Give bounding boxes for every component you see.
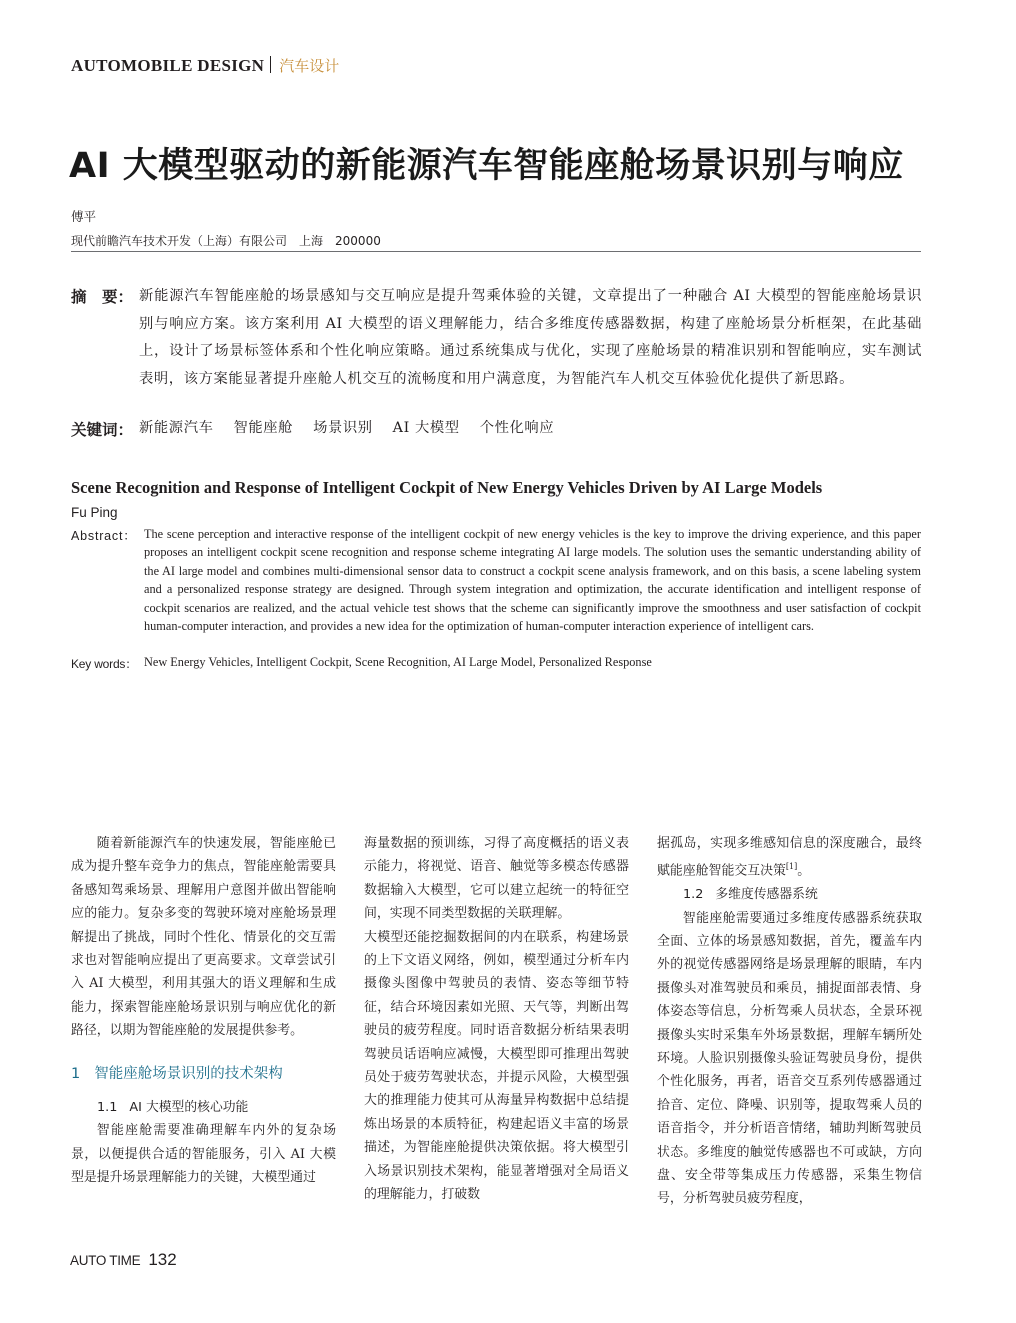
abstract-en-label: Abstract： [71,529,137,543]
affiliation-zip: 200000 [335,234,381,248]
section-number: 1 [71,1065,81,1082]
keyword-cn: 智能座舱 [233,420,294,436]
keywords-cn-list [139,417,574,437]
keyword-cn: AI 大模型 [392,420,460,436]
english-author: Fu Ping [71,505,118,520]
body-paragraph: 海量数据的预训练，习得了高度概括的语义表示能力，将视觉、语音、触觉等多模态传感器数据输入大模型，它可以建立起统一的特征空间，实现不同类型数据的关联理解。 [364,836,629,922]
body-paragraph: 大模型还能挖掘数据间的内在联系，构建场景的上下文语义网络，例如，模型通过分析车内摄像头图像中驾驶员的表情、姿态等细节特征，结合环境因素如光照、天气等，判断出驾驶员的疲劳程度。同时语音数据分析结果表明驾驶员话语响应减慢，大模型即可推理出驾驶员处于疲劳驾驶状态，并提示风险，大模型强大的推理能力使其可从海量异构数据中总结提炼出场景的本质特征，构建起语义丰富的场景描述，为智能座舱提供决策依据。将大模型引入场景识别技术架构，能显著增强对全局语义的理解能力，打破数 [364,929,629,1203]
keywords-cn-label: 关键词： [71,421,134,439]
keywords-en-text: New Energy Vehicles, Intelligent Cockpit, Scene Recognition, AI Large Model, Personalized Response [144,655,652,669]
body-column-1 [71,832,336,1190]
journal-name-cn: 汽车设计 [279,57,340,75]
header-rule [71,251,921,252]
body-paragraph [657,832,922,883]
body-paragraph: 智能座舱需要通过多维度传感器系统获取全面、立体的场景感知数据，首先，覆盖车内外的视觉传感器网络是场景理解的眼睛，车内摄像头对准驾驶员和乘员，捕捉面部表情、身体姿态等信息，分析驾乘人员状态，全景环视摄像头实时采集车外场景数据，理解车辆所处环境。人脸识别摄像头验证驾驶员身份，提供个性化服务，再者，语音交互系列传感器通过拾音、定位、降噪、识别等，提取驾乘人员的语音指令，并分析语音情绪，辅助判断驾驶员状态。多维度的触觉传感器也不可或缺，方向盘、安全带等集成压力传感器，采集生物信号，分析驾驶员疲劳程度， [657,910,922,1207]
affiliation [71,232,381,249]
subsection-1-2-heading [657,883,922,906]
footer-journal-name: AUTO TIME [70,1253,141,1268]
affiliation-city: 上海 [299,234,324,248]
subsection-number: 1.1 [97,1100,118,1116]
paragraph-text: 据孤岛，实现多维感知信息的深度融合，最终赋能座舱智能交互决策 [657,836,922,879]
paragraph-end: 。 [797,863,811,879]
keyword-cn: 新能源汽车 [139,420,214,436]
english-title: Scene Recognition and Response of Intelligent Cockpit of New Energy Vehicles Driven by AI Large Models [71,478,823,497]
keyword-cn: 个性化响应 [479,420,555,436]
page-footer [70,1250,177,1270]
subsection-1-1-heading [71,1096,336,1119]
citation-ref: [1] [785,862,798,872]
body-paragraph: 智能座舱需要准确理解车内外的复杂场景，以便提供合适的智能服务，引入 AI 大模型是提升场景理解能力的关键，大模型通过 [71,1123,336,1186]
subsection-title: 多维度传感器系统 [715,887,818,903]
keyword-cn: 场景识别 [313,420,373,436]
intro-paragraph: 随着新能源汽车的快速发展，智能座舱已成为提升整车竞争力的焦点，智能座舱需要具备感知驾乘场景、理解用户意图并做出智能响应的能力。复杂多变的驾驶环境对座舱场景理解提出了挑战，同时个性化、情景化的交互需求也对智能响应提出了更高要求。文章尝试引入 AI 大模型，利用其强大的语义理解和生成能力，探索智能座舱场景识别与响应优化的新路径，以期为智能座舱的发展提供参考。 [71,836,336,1039]
subsection-title: AI 大模型的核心功能 [129,1100,249,1116]
section-title: 智能座舱场景识别的技术架构 [94,1065,283,1082]
author-cn: 傅平 [71,209,97,224]
journal-header [71,55,339,77]
abstract-cn-text: 新能源汽车智能座舱的场景感知与交互响应是提升驾乘体验的关键，文章提出了一种融合 AI 大模型的智能座舱场景识别与响应方案。该方案利用 AI 大模型的语义理解能力，结合多维度传感器数据，构建了座舱场景分析框架，在此基础上，设计了场景标签体系和个性化响应策略。通过系统集成与优化，实现了座舱场景的精准识别和智能响应，实车测试表明，该方案能显著提升座舱人机交互的流畅度和用户满意度，为智能汽车人机交互体验优化提供了新思路。 [139,288,922,387]
page-number: 132 [148,1250,177,1269]
affiliation-org: 现代前瞻汽车技术开发（上海）有限公司 [71,234,288,248]
section-1-heading [71,1063,336,1086]
abstract-en-text: The scene perception and interactive response of the intelligent cockpit of new energy vehicles is the key to improve the driving experience, and this paper proposes an intelligent cockpit scene recognition and response scheme integrating AI large models. The solution uses the semantic understanding ability of the AI large model and combines multi-dimensional sensor data to construct a cockpit scene analysis framework, and on this basis, a scene labeling system and a personalized response strategy are designed. Through system integration and optimization, the accurate identification and intelligent response of cockpit scenarios are realized, and the actual vehicle test shows that the scheme can significantly improve the smoothness and user satisfaction of cockpit human-computer interaction, and provides a new idea for the optimization of human-computer interaction experience of intelligent cars. [144,527,921,634]
keywords-en-label: Key words： [71,657,138,671]
abstract-cn-label: 摘 要： [71,288,134,306]
body-column-2 [364,832,629,1207]
paper-title: AI 大模型驱动的新能源汽车智能座舱场景识别与响应 [69,146,904,186]
body-column-3 [657,832,922,1211]
subsection-number: 1.2 [683,887,704,903]
journal-name-en: AUTOMOBILE DESIGN [71,56,265,75]
header-divider [270,56,271,73]
